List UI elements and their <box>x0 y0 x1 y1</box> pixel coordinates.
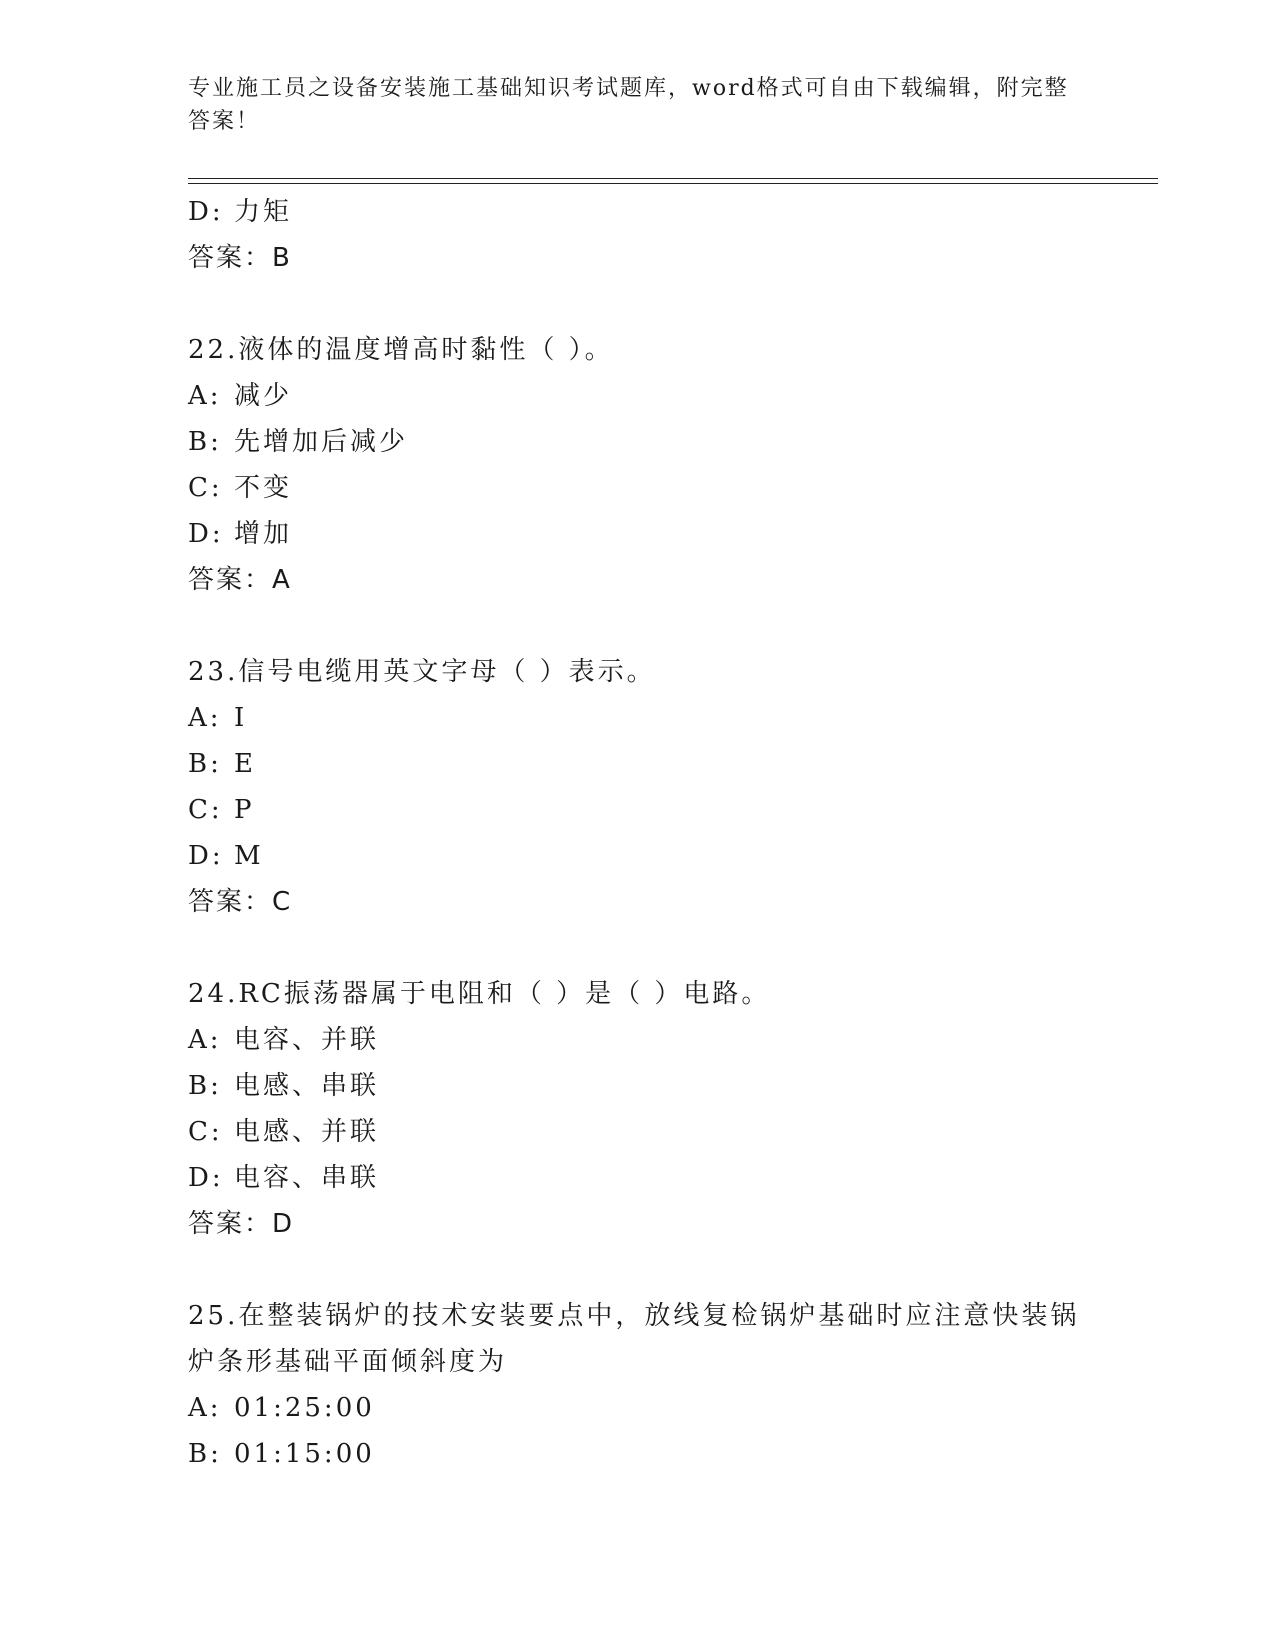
answer-line: 答案：B <box>188 243 292 273</box>
option-d <box>188 511 1088 557</box>
option-a <box>188 695 1088 741</box>
option-text: 增加 <box>234 519 293 549</box>
option-b <box>188 1431 1088 1477</box>
option-letter: A: <box>188 1393 222 1423</box>
option-text: 电感、并联 <box>234 1117 380 1147</box>
question-stem: 22.液体的温度增高时黏性（ ）。 <box>188 335 614 365</box>
option-letter: C: <box>188 473 223 503</box>
question-22 <box>188 327 1088 603</box>
option-text: P <box>234 795 255 825</box>
option-text: 电容、并联 <box>234 1025 380 1055</box>
option-c <box>188 787 1088 833</box>
option-letter: B: <box>188 749 222 779</box>
question-stem: 25.在整装锅炉的技术安装要点中，放线复检锅炉基础时应注意快装锅炉条形基础平面倾斜度为 <box>188 1301 1080 1377</box>
previous-question-tail <box>188 189 1088 281</box>
option-text: 减少 <box>234 381 293 411</box>
option-text: E <box>234 749 256 779</box>
option-a <box>188 373 1088 419</box>
option-text: 电感、串联 <box>234 1071 380 1101</box>
option-letter: D: <box>188 197 224 227</box>
option-b <box>188 741 1088 787</box>
answer-line: 答案：A <box>188 565 292 595</box>
option-a <box>188 1385 1088 1431</box>
answer-line: 答案：C <box>188 887 293 917</box>
answer-line: 答案：D <box>188 1209 295 1239</box>
option-letter: A: <box>188 703 222 733</box>
option-letter: B: <box>188 1439 222 1469</box>
question-stem: 24.RC振荡器属于电阻和（ ）是（ ）电路。 <box>188 979 771 1009</box>
question-23 <box>188 649 1088 925</box>
option-letter: B: <box>188 427 222 457</box>
option-d <box>188 1155 1088 1201</box>
option-text: M <box>234 841 264 871</box>
option-letter: A: <box>188 1025 222 1055</box>
option-text: 不变 <box>234 473 293 503</box>
option-b <box>188 1063 1088 1109</box>
option-letter: D: <box>188 841 224 871</box>
option-letter: C: <box>188 795 223 825</box>
question-list <box>188 189 1088 1477</box>
option-d <box>188 189 1088 235</box>
option-text: 01:25:00 <box>234 1393 375 1423</box>
option-text: 力矩 <box>234 197 293 227</box>
option-letter: C: <box>188 1117 223 1147</box>
question-25 <box>188 1293 1088 1477</box>
header-text: 专业施工员之设备安装施工基础知识考试题库，word格式可自由下载编辑，附完整答案！ <box>188 76 1069 134</box>
option-letter: D: <box>188 1163 224 1193</box>
document-header <box>188 72 1088 138</box>
option-text: I <box>234 703 248 733</box>
option-d <box>188 833 1088 879</box>
option-letter: D: <box>188 519 224 549</box>
option-b <box>188 419 1088 465</box>
option-text: 01:15:00 <box>234 1439 375 1469</box>
option-text: 先增加后减少 <box>234 427 409 457</box>
option-text: 电容、串联 <box>234 1163 380 1193</box>
option-c <box>188 1109 1088 1155</box>
option-letter: B: <box>188 1071 222 1101</box>
header-divider-top <box>188 178 1158 179</box>
option-c <box>188 465 1088 511</box>
question-stem: 23.信号电缆用英文字母（ ）表示。 <box>188 657 656 687</box>
header-divider-bottom <box>188 183 1158 184</box>
question-24 <box>188 971 1088 1247</box>
option-a <box>188 1017 1088 1063</box>
option-letter: A: <box>188 381 222 411</box>
